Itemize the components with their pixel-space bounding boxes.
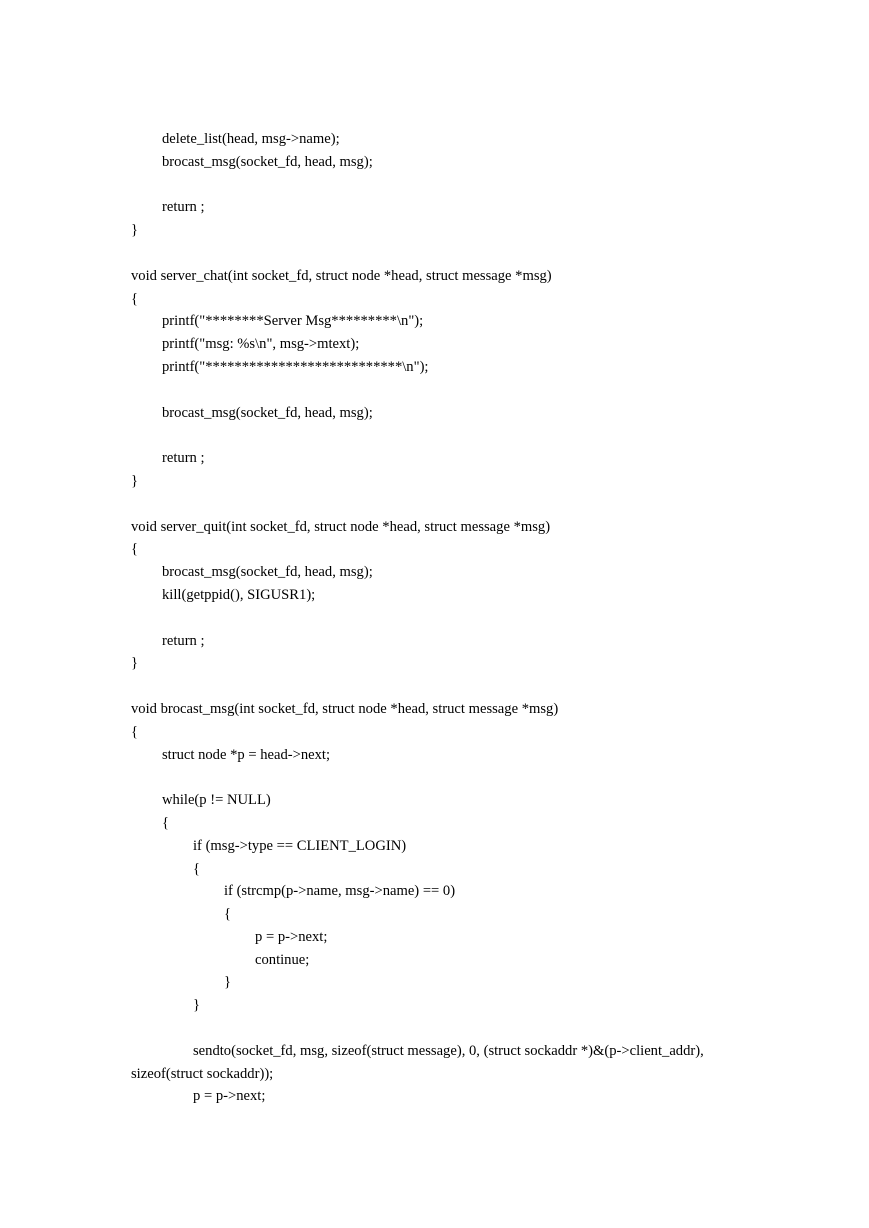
function-signature-brocast-msg: void brocast_msg(int socket_fd, struct node *head, struct message *msg) (131, 700, 559, 717)
code-line: { (224, 906, 232, 923)
code-line: { (131, 290, 139, 307)
code-line: p = p->next; (255, 928, 328, 945)
code-line: { (131, 723, 139, 740)
code-line: } (131, 655, 139, 672)
code-listing (131, 128, 751, 1108)
code-line: printf("msg: %s\n", msg->mtext); (162, 336, 360, 353)
code-line: if (msg->type == CLIENT_LOGIN) (193, 837, 407, 854)
code-line: printf("***************************\n"); (162, 358, 429, 375)
code-line: { (162, 814, 170, 831)
code-line: } (131, 222, 139, 239)
code-line: struct node *p = head->next; (162, 746, 331, 763)
code-line: return ; (162, 199, 205, 216)
code-line: continue; (255, 951, 310, 968)
function-signature-server-chat: void server_chat(int socket_fd, struct node *head, struct message *msg) (131, 267, 552, 284)
code-line: sendto(socket_fd, msg, sizeof(struct message), 0, (struct sockaddr *)&(p->client_addr), (193, 1042, 704, 1059)
code-line: brocast_msg(socket_fd, head, msg); (162, 404, 373, 421)
code-line (131, 675, 751, 698)
code-line: p = p->next; (193, 1088, 266, 1105)
code-line: if (strcmp(p->name, msg->name) == 0) (224, 883, 456, 900)
code-line (131, 424, 751, 447)
code-line: return ; (162, 450, 205, 467)
code-line (131, 607, 751, 630)
code-line (131, 1017, 751, 1040)
code-line: sizeof(struct sockaddr)); (131, 1065, 274, 1082)
code-line: printf("********Server Msg*********\n"); (162, 313, 424, 330)
code-line: { (131, 541, 139, 558)
code-line: delete_list(head, msg->name); (162, 131, 340, 147)
code-line (131, 379, 751, 402)
code-line: kill(getppid(), SIGUSR1); (162, 586, 316, 603)
code-line: brocast_msg(socket_fd, head, msg); (162, 153, 373, 170)
code-line (131, 493, 751, 516)
code-line: while(p != NULL) (162, 792, 271, 809)
code-line: brocast_msg(socket_fd, head, msg); (162, 564, 373, 581)
code-line: } (131, 472, 139, 489)
code-line (131, 174, 751, 197)
code-line (131, 766, 751, 789)
code-line: } (193, 997, 201, 1014)
code-line: { (193, 860, 201, 877)
code-line (131, 242, 751, 265)
function-signature-server-quit: void server_quit(int socket_fd, struct node *head, struct message *msg) (131, 518, 551, 535)
code-line: return ; (162, 632, 205, 649)
code-line: } (224, 974, 232, 991)
